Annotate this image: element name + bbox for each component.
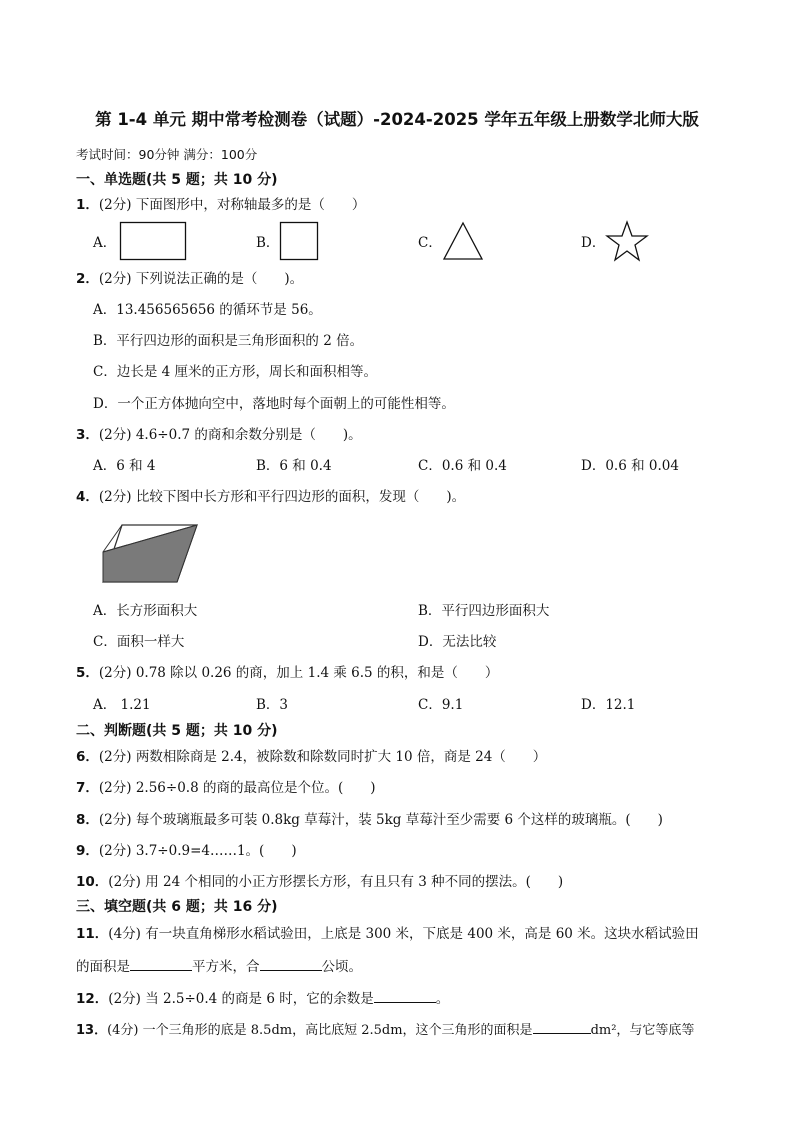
- triangle-shape-icon: [443, 222, 483, 260]
- square-shape-icon: [280, 222, 318, 260]
- question-text: (2分) 4.6÷0.7 的商和余数分别是（ )。: [98, 427, 362, 443]
- section-heading-true-false: 二、判断题(共 5 题；共 10 分): [76, 723, 278, 739]
- answer-blank[interactable]: [130, 956, 192, 971]
- option-5a[interactable]: A． 1.21: [93, 697, 151, 713]
- option-2c[interactable]: C．边长是 4 厘米的正方形，周长和面积相等。: [93, 364, 378, 380]
- question-8: [76, 811, 663, 829]
- question-1: [76, 196, 365, 214]
- question-number: 2．: [76, 271, 99, 287]
- question-text: (2分) 3.7÷0.9=4……1。( ): [98, 843, 297, 859]
- question-12: [76, 988, 449, 1008]
- option-2b[interactable]: B．平行四边形的面积是三角形面积的 2 倍。: [93, 333, 364, 349]
- answer-blank[interactable]: [374, 988, 436, 1003]
- question-number: 1．: [76, 197, 99, 213]
- page-title: 第 1-4 单元 期中常考检测卷（试题）-2024-2025 学年五年级上册数学北师大版: [95, 110, 699, 129]
- question-number: 13．: [76, 1023, 108, 1038]
- rectangle-shape-icon: [120, 222, 186, 260]
- question-text: (4分) 有一块直角梯形水稻试验田，上底是 300 米，下底是 400 米，高是 60 米。这块水稻试验田: [108, 926, 699, 942]
- option-4a[interactable]: A．长方形面积大: [93, 603, 198, 619]
- question-13: [76, 1019, 694, 1040]
- question-number: 6．: [76, 749, 99, 765]
- question-number: 9．: [76, 843, 99, 859]
- option-3d[interactable]: D．0.6 和 0.04: [581, 458, 679, 474]
- question-number: 8．: [76, 812, 99, 828]
- question-text: 的面积是: [76, 959, 130, 975]
- option-4c[interactable]: C．面积一样大: [93, 634, 185, 650]
- question-7: [76, 779, 376, 797]
- question-text: (2分) 用 24 个相同的小正方形摆长方形，有且只有 3 种不同的摆法。( ): [108, 874, 564, 890]
- question-text: (2分) 每个玻璃瓶最多可装 0.8kg 草莓汁，装 5kg 草莓汁至少需要 6 个这样的玻璃瓶。( ): [98, 812, 663, 828]
- question-text: (2分) 当 2.5÷0.4 的商是 6 时，它的余数是: [108, 991, 374, 1007]
- question-text: (2分) 两数相除商是 2.4，被除数和除数同时扩大 10 倍，商是 24（ ）: [98, 749, 547, 765]
- question-6: [76, 748, 546, 766]
- star-shape-icon: [606, 221, 648, 261]
- option-5c[interactable]: C．9.1: [418, 697, 464, 713]
- question-11-continued: [76, 956, 362, 976]
- question-number: 3．: [76, 427, 99, 443]
- question-text: (2分) 比较下图中长方形和平行四边形的面积，发现（ )。: [98, 489, 466, 505]
- option-1a[interactable]: A．: [93, 235, 117, 251]
- question-10: [76, 873, 563, 891]
- question-text: 。: [435, 991, 450, 1007]
- option-1d[interactable]: D．: [581, 235, 606, 251]
- question-text: (2分) 2.56÷0.8 的商的最高位是个位。( ): [98, 780, 376, 796]
- option-4b[interactable]: B．平行四边形面积大: [418, 603, 550, 619]
- question-number: 5．: [76, 665, 99, 681]
- option-4d[interactable]: D．无法比较: [418, 634, 497, 650]
- question-text: 公顷。: [321, 959, 362, 975]
- question-number: 12．: [76, 991, 109, 1007]
- question-11: [76, 925, 699, 943]
- option-2a[interactable]: A．13.456565656 的循环节是 56。: [93, 302, 322, 318]
- option-2d[interactable]: D．一个正方体抛向空中，落地时每个面朝上的可能性相等。: [93, 396, 455, 412]
- question-text: (2分) 下面图形中，对称轴最多的是（ ）: [98, 197, 366, 213]
- section-heading-single-choice: 一、单选题(共 5 题；共 10 分): [76, 172, 278, 188]
- question-number: 10．: [76, 874, 109, 890]
- question-4: [76, 488, 465, 506]
- option-1c[interactable]: C．: [418, 235, 442, 251]
- question-text: 平方米，合: [192, 959, 260, 975]
- section-heading-fill-blank: 三、填空题(共 6 题；共 16 分): [76, 899, 278, 915]
- question-text: (4分) 一个三角形的底是 8.5dm，高比底短 2.5dm，这个三角形的面积是: [107, 1023, 533, 1038]
- question-2: [76, 270, 303, 288]
- option-3c[interactable]: C．0.6 和 0.4: [418, 458, 507, 474]
- option-3a[interactable]: A．6 和 4: [93, 458, 156, 474]
- question-9: [76, 842, 297, 860]
- question-5: [76, 664, 498, 682]
- option-1b[interactable]: B．: [256, 235, 280, 251]
- answer-blank[interactable]: [260, 956, 322, 971]
- question-number: 4．: [76, 489, 99, 505]
- option-3b[interactable]: B．6 和 0.4: [256, 458, 332, 474]
- exam-meta: 考试时间：90分钟 满分：100分: [76, 147, 258, 162]
- question-number: 7．: [76, 780, 99, 796]
- option-5b[interactable]: B．3: [256, 697, 289, 713]
- answer-blank[interactable]: [533, 1019, 591, 1034]
- question-text: (2分) 下列说法正确的是（ )。: [98, 271, 304, 287]
- question-text: (2分) 0.78 除以 0.26 的商，加上 1.4 乘 6.5 的积，和是（ ）: [98, 665, 499, 681]
- question-number: 11．: [76, 926, 109, 942]
- question-3: [76, 426, 362, 444]
- rectangle-parallelogram-figure: [102, 524, 198, 584]
- option-5d[interactable]: D．12.1: [581, 697, 636, 713]
- question-text: dm²，与它等底等: [590, 1023, 695, 1038]
